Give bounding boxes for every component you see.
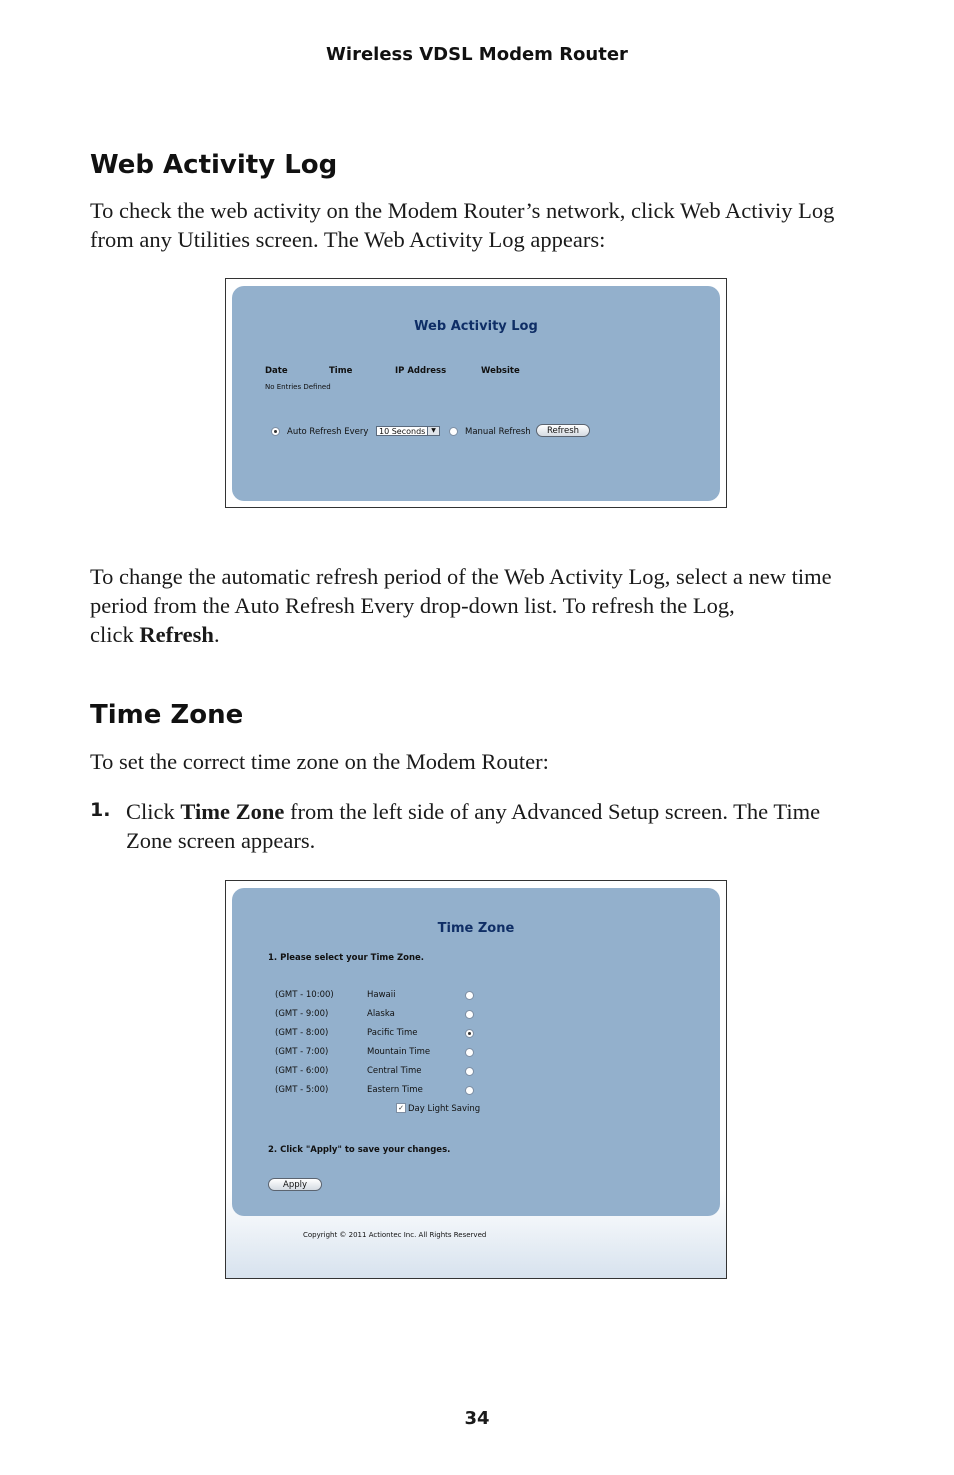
zone-radio-alaska[interactable]	[465, 1010, 474, 1019]
time-zone-panel	[232, 888, 720, 1216]
page-number: 34	[464, 1408, 490, 1429]
zone-offset: (GMT - 7:00)	[275, 1047, 329, 1057]
step-prefix: Click	[126, 799, 181, 824]
zone-name: Eastern Time	[367, 1085, 423, 1095]
intro-line-1: To check the web activity on the Modem Router’s network, click Web Activiy Log	[90, 198, 835, 223]
step1-label: 1. Please select your Time Zone.	[268, 953, 425, 963]
intro-paragraph	[90, 196, 870, 254]
manual-refresh-label: Manual Refresh	[465, 427, 531, 437]
column-header-time: Time	[329, 366, 353, 376]
zone-radio-hawaii[interactable]	[465, 991, 474, 1000]
after-line-3-suffix: .	[213, 622, 220, 647]
section-heading-time-zone: Time Zone	[90, 700, 244, 730]
step-line-2: Zone screen appears.	[126, 828, 316, 853]
daylight-saving-label: Day Light Saving	[408, 1104, 481, 1114]
zone-offset: (GMT - 6:00)	[275, 1066, 329, 1076]
web-activity-log-screenshot	[225, 278, 727, 508]
auto-refresh-radio[interactable]	[271, 427, 280, 436]
after-line-2: period from the Auto Refresh Every drop-down list. To refresh the Log,	[90, 593, 735, 618]
zone-radio-mountain[interactable]	[465, 1048, 474, 1057]
after-line-3-prefix: click	[90, 622, 140, 647]
zone-name: Pacific Time	[367, 1028, 418, 1038]
zone-offset: (GMT - 9:00)	[275, 1009, 329, 1019]
zone-name: Central Time	[367, 1066, 422, 1076]
no-entries-text: No Entries Defined	[265, 383, 331, 391]
step-rest-line-1: from the left side of any Advanced Setup screen. The Time	[284, 799, 821, 824]
zone-radio-pacific[interactable]	[465, 1029, 474, 1038]
refresh-interval-value: 10 Seconds	[379, 427, 426, 436]
step-text	[126, 797, 866, 855]
refresh-emphasis: Refresh	[139, 622, 214, 647]
column-header-date: Date	[265, 366, 288, 376]
column-header-website: Website	[481, 366, 520, 376]
after-line-1: To change the automatic refresh period of the Web Activity Log, select a new time	[90, 564, 832, 589]
refresh-instructions-paragraph	[90, 562, 870, 649]
intro-line-2: from any Utilities screen. The Web Activity Log appears:	[90, 227, 606, 252]
zone-offset: (GMT - 5:00)	[275, 1085, 329, 1095]
zone-radio-central[interactable]	[465, 1067, 474, 1076]
time-zone-emphasis: Time Zone	[180, 799, 285, 824]
web-activity-log-panel	[232, 286, 720, 501]
web-activity-log-title: Web Activity Log	[414, 319, 538, 334]
auto-refresh-label: Auto Refresh Every	[287, 427, 369, 437]
apply-button[interactable]: Apply	[268, 1178, 322, 1191]
zone-name: Hawaii	[367, 990, 396, 1000]
column-header-ip-address: IP Address	[395, 366, 447, 376]
zone-name: Mountain Time	[367, 1047, 431, 1057]
time-zone-screenshot	[225, 880, 727, 1279]
daylight-saving-checkbox[interactable]: ✓	[396, 1103, 406, 1113]
step-number: 1.	[90, 799, 111, 821]
zone-name: Alaska	[367, 1009, 395, 1019]
time-zone-title: Time Zone	[437, 921, 515, 936]
zone-offset: (GMT - 8:00)	[275, 1028, 329, 1038]
copyright-text: Copyright © 2011 Actiontec Inc. All Rights Reserved	[303, 1231, 487, 1239]
section-heading-web-activity-log: Web Activity Log	[90, 150, 338, 180]
refresh-interval-select[interactable]	[376, 426, 440, 436]
step2-label: 2. Click "Apply" to save your changes.	[268, 1145, 451, 1155]
refresh-button[interactable]: Refresh	[536, 424, 590, 437]
manual-refresh-radio[interactable]	[449, 427, 458, 436]
time-zone-intro: To set the correct time zone on the Modem Router:	[90, 749, 549, 774]
zone-offset: (GMT - 10:00)	[275, 990, 334, 1000]
zone-radio-eastern[interactable]	[465, 1086, 474, 1095]
chevron-down-icon: ▼	[427, 427, 439, 435]
running-header: Wireless VDSL Modem Router	[326, 44, 628, 65]
